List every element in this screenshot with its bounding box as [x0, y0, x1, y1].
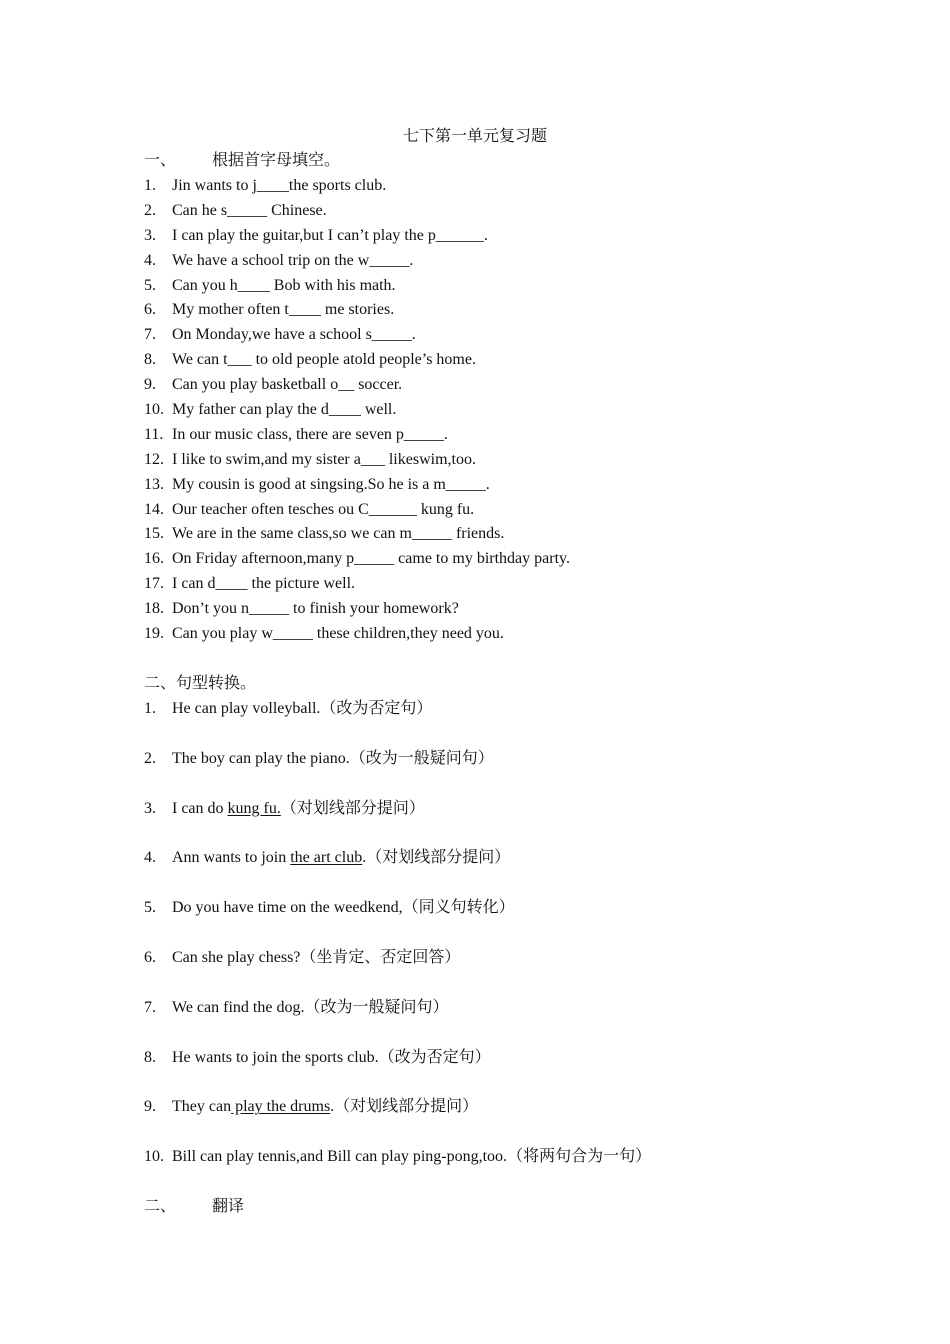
item-text: On Monday,we have a school s_____. [172, 326, 416, 344]
item-text: On Friday afternoon,many p_____ came to my birthday party. [172, 550, 570, 568]
item-text [172, 897, 515, 919]
item-number: 11. [144, 425, 164, 443]
fill-in-item [144, 249, 570, 274]
item-text: We can t___ to old people atold people’s home. [172, 351, 476, 369]
item-text: Don’t you n_____ to finish your homework? [172, 600, 459, 618]
underlined-phrase: the art club [290, 849, 363, 867]
item-number: 3. [144, 226, 156, 244]
transform-item [144, 748, 651, 798]
item-number: 5. [144, 899, 156, 917]
item-sentence: I can do [172, 799, 228, 817]
item-instruction: （改为否定句） [320, 700, 433, 717]
fill-in-item [144, 298, 570, 323]
item-text: Can you play basketball o__ soccer. [172, 376, 403, 394]
item-number: 4. [144, 251, 156, 269]
section-1-label: 根据首字母填空。 [212, 152, 341, 169]
transform-item [144, 997, 651, 1047]
item-number: 7. [144, 326, 156, 344]
fill-in-list [144, 174, 570, 647]
item-instruction: （同义句转化） [402, 899, 515, 917]
item-sentence: The boy can play the piano. [172, 749, 350, 767]
item-number: 9. [144, 1098, 156, 1116]
fill-in-item [144, 373, 570, 398]
item-instruction: .（对划线部分提问） [362, 849, 511, 867]
item-number: 6. [144, 948, 156, 966]
section-1-number: 一、 [144, 152, 177, 169]
document-title: 七下第一单元复习题 [402, 128, 547, 145]
item-text [172, 1146, 651, 1168]
item-instruction: （改为一般疑问句） [304, 998, 449, 1016]
sentence-transform-list [144, 698, 651, 1196]
item-text: In our music class, there are seven p_____. [172, 425, 448, 443]
item-number: 14. [144, 500, 164, 518]
item-sentence: He wants to join the sports club. [172, 1048, 379, 1066]
item-sentence: Can she play chess? [172, 948, 301, 966]
item-text: Can you h____ Bob with his math. [172, 276, 396, 294]
fill-in-item [144, 274, 570, 299]
item-number: 9. [144, 376, 156, 394]
item-number: 7. [144, 998, 156, 1016]
item-number: 15. [144, 525, 164, 543]
item-number: 6. [144, 301, 156, 319]
section-3-number: 二、 [144, 1198, 177, 1215]
fill-in-item [144, 224, 570, 249]
fill-in-item [144, 522, 570, 547]
item-number: 10. [144, 1148, 164, 1166]
item-sentence: He can play volleyball. [172, 700, 321, 717]
item-number: 18. [144, 600, 164, 618]
transform-item [144, 1146, 651, 1196]
item-number: 2. [144, 201, 156, 219]
transform-item [144, 798, 651, 848]
item-number: 8. [144, 1048, 156, 1066]
item-number: 1. [144, 700, 156, 717]
item-text: My mother often t____ me stories. [172, 301, 395, 319]
item-text [172, 847, 510, 869]
item-instruction: （对划线部分提问） [280, 799, 425, 817]
section-3-heading [144, 1196, 244, 1218]
fill-in-item [144, 323, 570, 348]
underlined-phrase: kung fu. [227, 799, 281, 817]
item-text [172, 1096, 478, 1118]
section-2-label: 句型转换。 [176, 675, 257, 692]
item-text: We have a school trip on the w_____. [172, 251, 414, 269]
fill-in-item [144, 448, 570, 473]
item-number: 12. [144, 450, 164, 468]
fill-in-item [144, 473, 570, 498]
item-text: We are in the same class,so we can m_____ friends. [172, 525, 505, 543]
transform-item [144, 847, 651, 897]
item-number: 10. [144, 401, 164, 419]
item-text: Can he s_____ Chinese. [172, 201, 327, 219]
fill-in-item [144, 348, 570, 373]
item-number: 3. [144, 799, 156, 817]
transform-item [144, 1047, 651, 1097]
item-instruction: （将两句合为一句） [507, 1148, 652, 1166]
section-2-heading [144, 673, 256, 695]
item-sentence: Ann wants to join [172, 849, 291, 867]
section-1-heading [144, 150, 340, 172]
fill-in-item [144, 199, 570, 224]
fill-in-item [144, 597, 570, 622]
fill-in-item [144, 423, 570, 448]
item-text [172, 798, 425, 820]
item-text: Our teacher often tesches ou C______ kung fu. [172, 500, 475, 518]
item-number: 19. [144, 625, 164, 643]
item-text: My cousin is good at singsing.So he is a m_____. [172, 475, 490, 493]
fill-in-item [144, 398, 570, 423]
transform-item [144, 1096, 651, 1146]
item-text [172, 748, 494, 770]
fill-in-item [144, 547, 570, 572]
transform-item [144, 947, 651, 997]
item-text [172, 997, 448, 1019]
item-number: 17. [144, 575, 164, 593]
item-sentence: Do you have time on the weedkend, [172, 899, 403, 917]
item-sentence: Bill can play tennis,and Bill can play ping-pong,too. [172, 1148, 508, 1166]
item-text: I like to swim,and my sister a___ likeswim,too. [172, 450, 476, 468]
item-text: I can play the guitar,but I can’t play the p______. [172, 226, 488, 244]
item-text [172, 947, 460, 969]
item-number: 16. [144, 550, 164, 568]
item-number: 1. [144, 177, 156, 194]
underlined-phrase: play the drums [231, 1098, 331, 1116]
fill-in-item [144, 572, 570, 597]
item-sentence: They can [172, 1098, 232, 1116]
item-number: 4. [144, 849, 156, 867]
item-text: Can you play w_____ these children,they need you. [172, 625, 504, 643]
item-instruction: （改为一般疑问句） [349, 749, 494, 767]
transform-item [144, 897, 651, 947]
fill-in-item [144, 174, 570, 199]
section-2-number: 二、 [144, 675, 177, 692]
item-number: 2. [144, 749, 156, 767]
item-text: I can d____ the picture well. [172, 575, 356, 593]
item-number: 5. [144, 276, 156, 294]
item-instruction: .（对划线部分提问） [330, 1098, 479, 1116]
fill-in-item [144, 498, 570, 523]
item-text [172, 698, 432, 720]
item-instruction: （坐肯定、否定回答） [300, 948, 461, 966]
item-number: 13. [144, 475, 164, 493]
item-sentence: We can find the dog. [172, 998, 305, 1016]
item-text: Jin wants to j____the sports club. [172, 177, 387, 194]
fill-in-item [144, 622, 570, 647]
item-text [172, 1047, 491, 1069]
item-instruction: （改为否定句） [378, 1048, 491, 1066]
item-number: 8. [144, 351, 156, 369]
item-text: My father can play the d____ well. [172, 401, 397, 419]
section-3-label: 翻译 [212, 1198, 245, 1215]
transform-item [144, 698, 651, 748]
